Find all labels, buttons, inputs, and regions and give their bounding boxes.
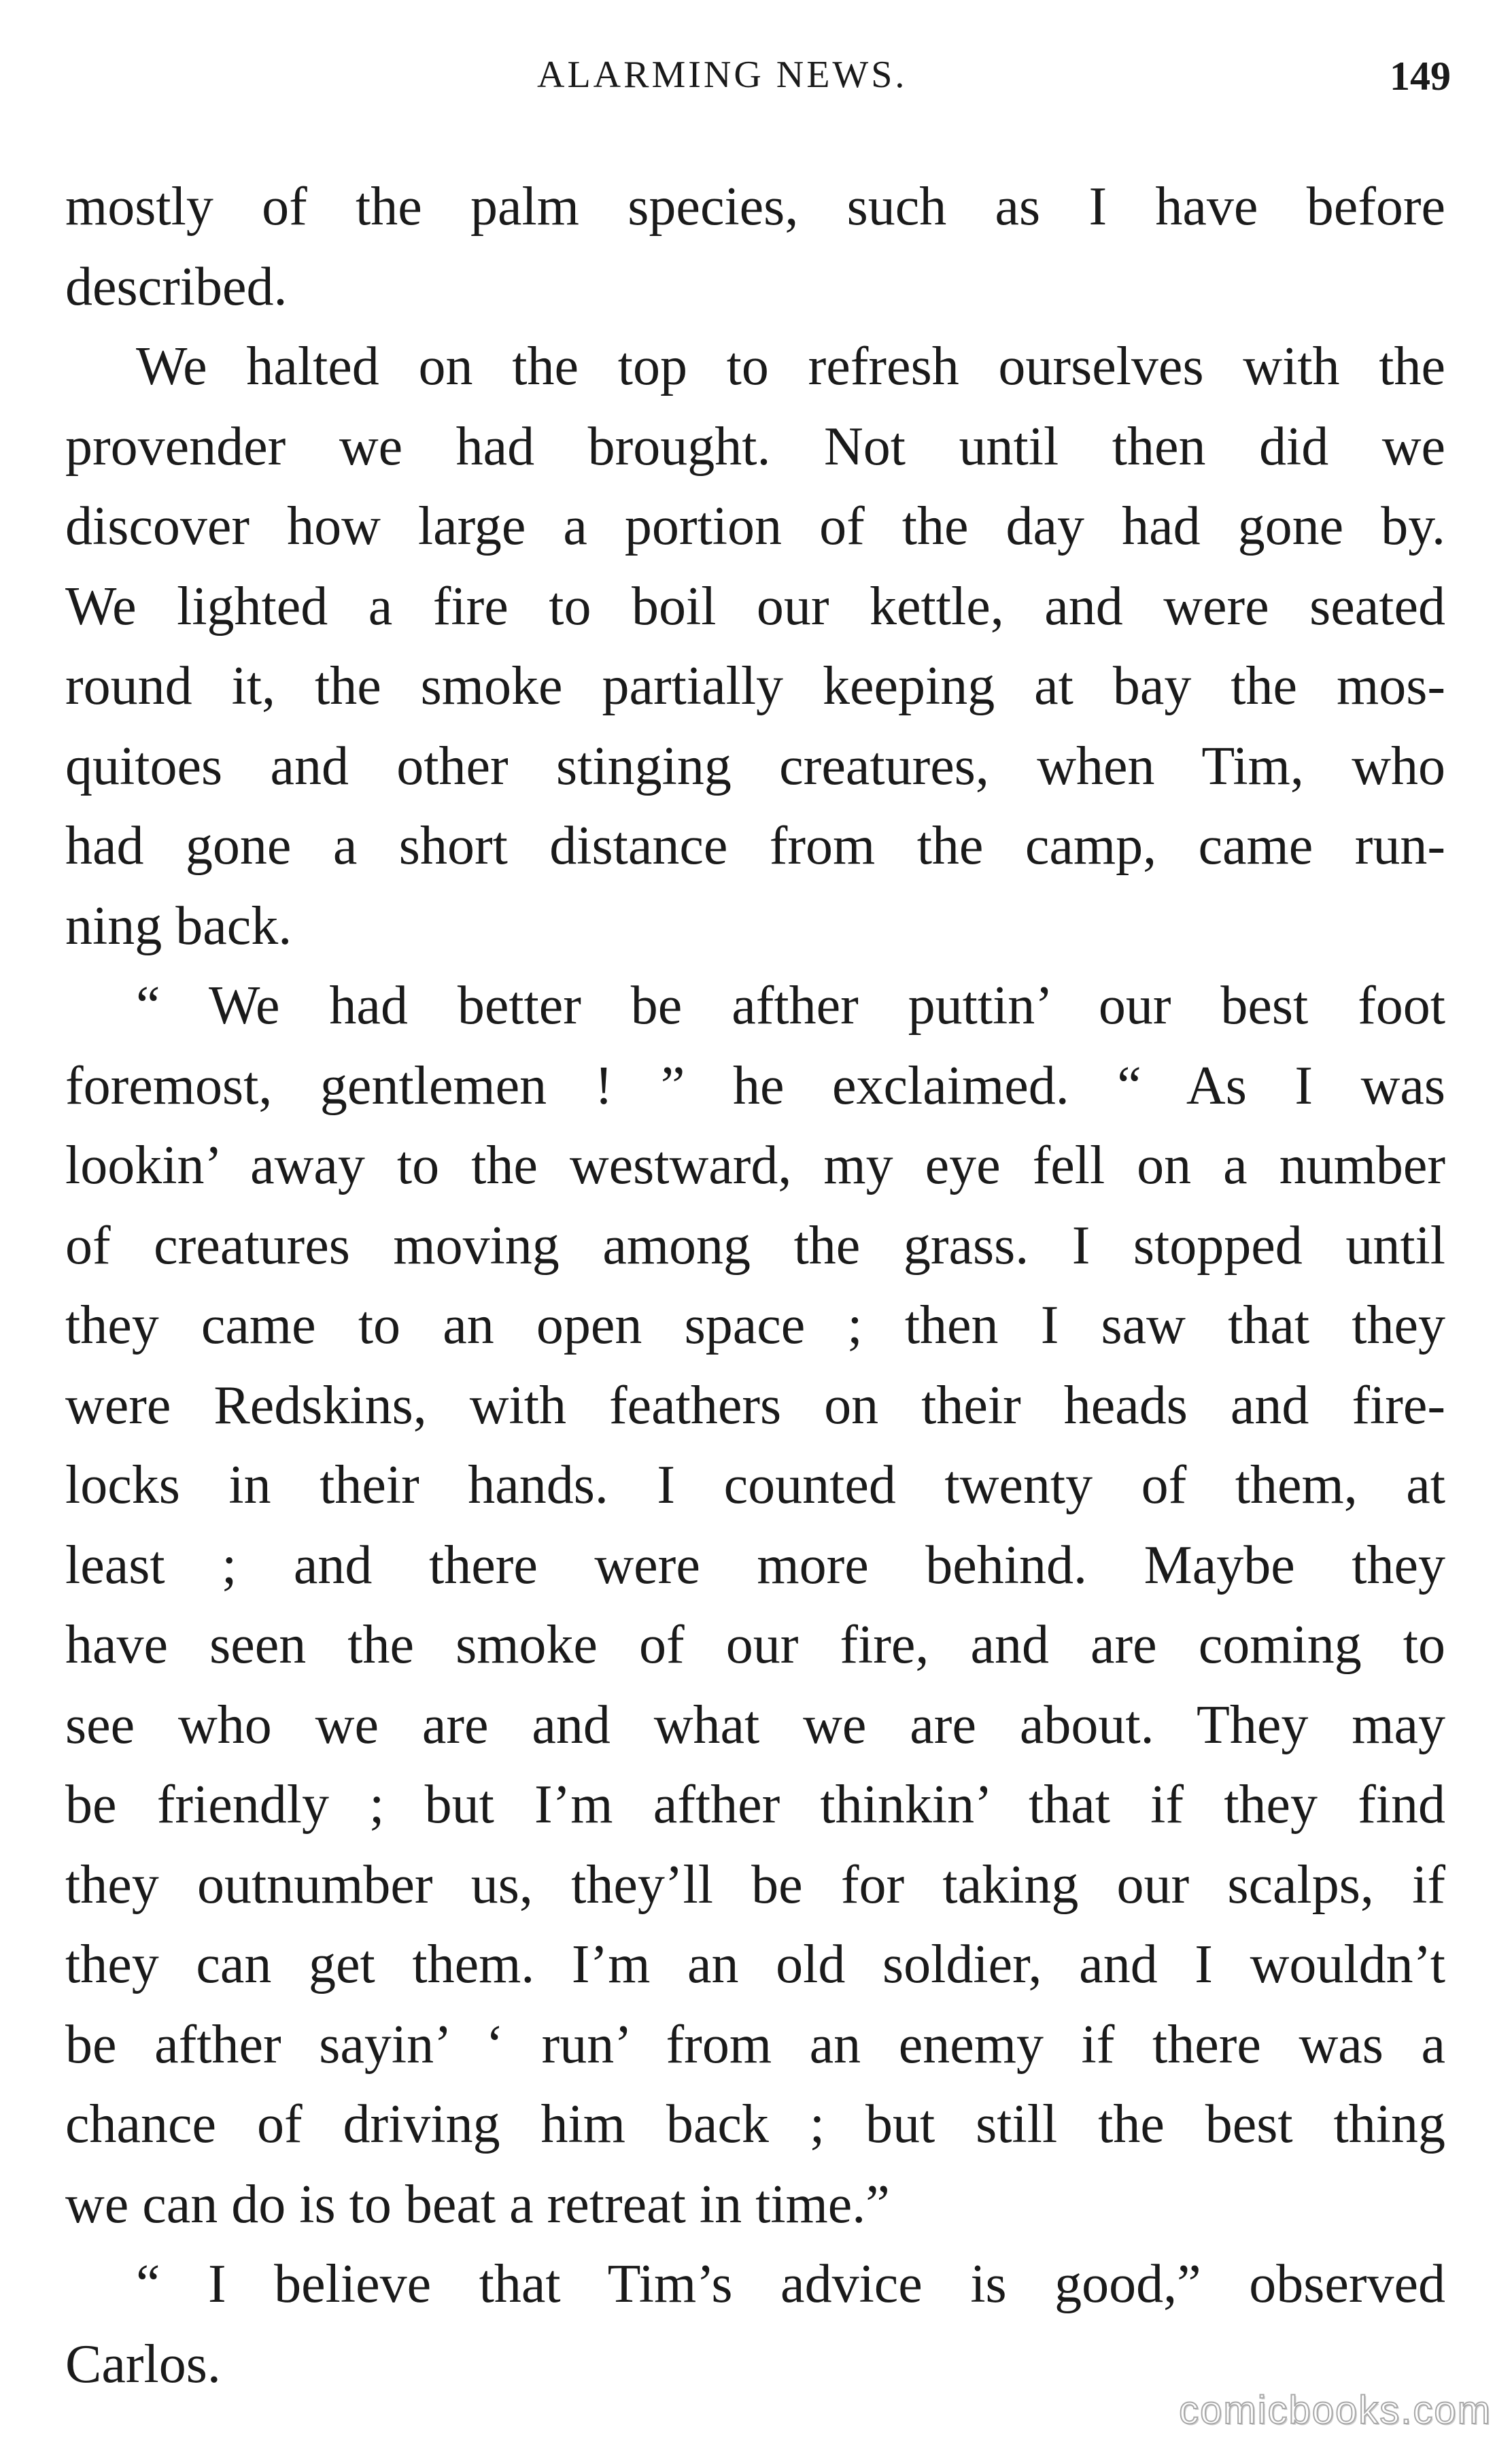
text-line: have seen the smoke of our fire, and are coming to bbox=[65, 1615, 1445, 1675]
text-line: described. bbox=[65, 256, 288, 317]
text-line: they can get them. I’m an old soldier, and I wouldn’t bbox=[65, 1935, 1445, 1994]
text-line: quitoes and other stinging creatures, when Tim, who bbox=[65, 736, 1445, 796]
text-line: we can do is to beat a retreat in time.” bbox=[65, 2174, 890, 2234]
text-line: ning back. bbox=[65, 896, 292, 956]
text-line: were Redskins, with feathers on their heads and fire- bbox=[65, 1375, 1445, 1435]
text-line: round it, the smoke partially keeping at bay the mos- bbox=[65, 656, 1445, 716]
text-line: mostly of the palm species, such as I have before bbox=[65, 177, 1445, 237]
text-line: “ I believe that Tim’s advice is good,” observed bbox=[136, 2254, 1445, 2314]
text-line: be afther sayin’ ‘ run’ from an enemy if there was a bbox=[65, 2014, 1445, 2075]
text-line: discover how large a portion of the day had gone by. bbox=[65, 496, 1445, 556]
page-number: 149 bbox=[1390, 54, 1451, 99]
text-line: “ We had better be afther puttin’ our best foot bbox=[136, 976, 1445, 1036]
text-line: they came to an open space ; then I saw that they bbox=[65, 1295, 1445, 1355]
text-line: We lighted a fire to boil our kettle, and were seated bbox=[65, 576, 1445, 636]
running-header bbox=[0, 53, 1512, 107]
text-line: least ; and there were more behind. Maybe they bbox=[65, 1535, 1445, 1595]
text-line: locks in their hands. I counted twenty of them, at bbox=[65, 1455, 1445, 1515]
text-line: be friendly ; but I’m afther thinkin’ that if they find bbox=[65, 1775, 1445, 1835]
text-line: Carlos. bbox=[65, 2334, 221, 2394]
text-line: provender we had brought. Not until then did we bbox=[65, 416, 1445, 477]
running-title: ALARMING NEWS. bbox=[537, 54, 908, 96]
text-line: We halted on the top to refresh ourselves with the bbox=[136, 337, 1445, 396]
text-line: of creatures moving among the grass. I stopped until bbox=[65, 1215, 1445, 1276]
text-line: had gone a short distance from the camp, came run- bbox=[65, 816, 1445, 876]
text-line: foremost, gentlemen ! ” he exclaimed. “ As I was bbox=[65, 1055, 1445, 1116]
text-line: lookin’ away to the westward, my eye fell on a number bbox=[65, 1136, 1445, 1195]
watermark-logo: comicbooks.com bbox=[1179, 2388, 1492, 2432]
text-line: chance of driving him back ; but still the best thing bbox=[65, 2094, 1445, 2154]
body-text bbox=[65, 167, 1445, 2404]
text-line: they outnumber us, they’ll be for taking our scalps, if bbox=[65, 1854, 1445, 1915]
text-line: see who we are and what we are about. They may bbox=[65, 1695, 1445, 1755]
